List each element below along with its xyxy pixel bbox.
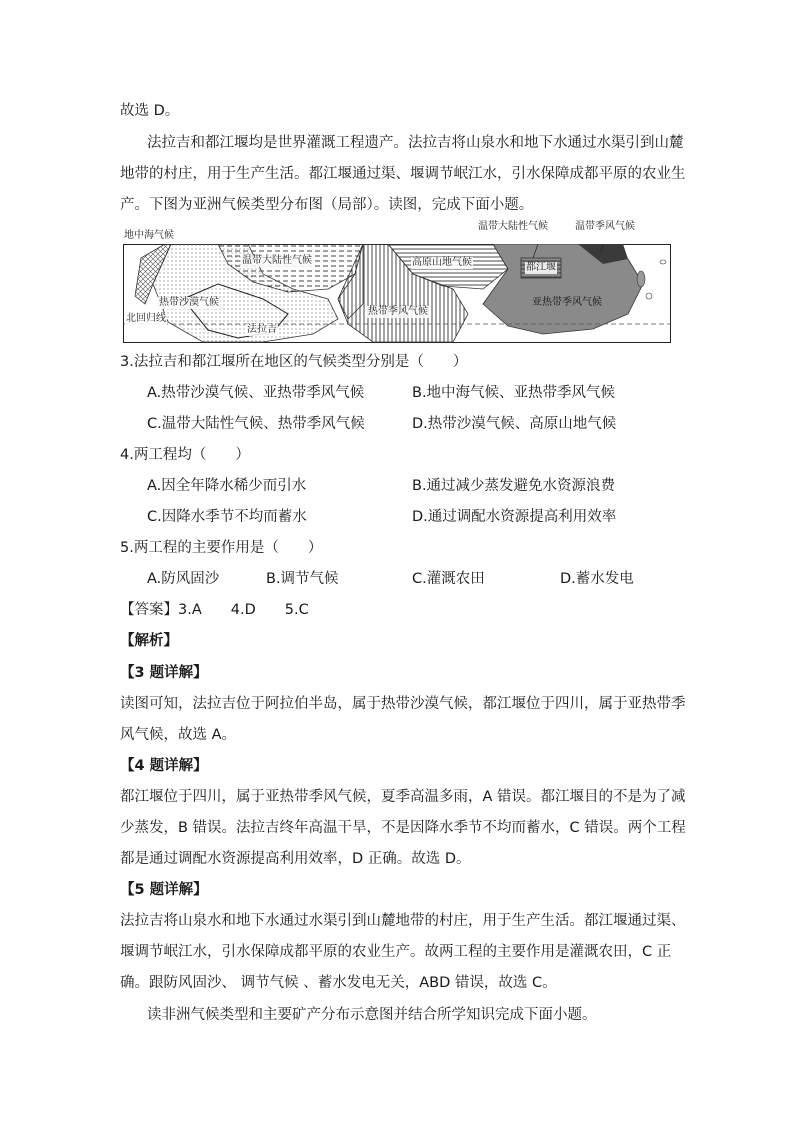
detail-5-line-1: 法拉吉将山泉水和地下水通过水渠引到山麓地带的村庄，用于生产生活。都江堰通过渠、 <box>120 913 686 929</box>
map-graphic <box>123 244 671 343</box>
q5-stem: 5.两工程的主要作用是（ ） <box>120 540 323 556</box>
map-label-top-temperate-monsoon: 温带季风气候 <box>575 221 635 232</box>
answer-line: 【答案】3.A 4.D 5.C <box>120 602 309 618</box>
q4-option-c: C.因降水季节不均而蓄水 <box>147 509 307 525</box>
detail-5-line-2: 堰调节岷江水，引水保障成都平原的农业生产。故两工程的主要作用是灌溉农田，C 正 <box>120 944 672 960</box>
q5-option-a: A.防风固沙 <box>147 571 220 587</box>
map-label-tropical-desert: 热带沙漠气候 <box>159 297 219 308</box>
map-label-falaj: 法拉吉 <box>247 324 277 335</box>
next-question-intro: 读非洲气候类型和主要矿产分布示意图并结合所学知识完成下面小题。 <box>147 1007 597 1023</box>
intro-line-4: 产。下图为亚洲气候类型分布图（局部）。读图，完成下面小题。 <box>120 197 534 213</box>
q4-option-a: A.因全年降水稀少而引水 <box>147 478 307 494</box>
map-label-tropical-monsoon: 热带季风气候 <box>368 306 428 317</box>
map-label-subtropical-monsoon: 亚热带季风气候 <box>532 297 602 308</box>
q5-option-b: B.调节气候 <box>266 571 339 587</box>
q3-stem: 3.法拉吉和都江堰所在地区的气候类型分别是（ ） <box>120 354 468 370</box>
detail-3-title: 【3 题详解】 <box>120 665 208 681</box>
detail-4-line-2: 少蒸发，B 错误。法拉吉终年高温干旱，不是因降水季节不均而蓄水，C 错误。两个工程 <box>120 820 686 836</box>
analysis-heading: 【解析】 <box>120 633 178 649</box>
intro-line-3: 地带的村庄，用于生产生活。都江堰通过渠、堰调节岷江水，引水保障成都平原的农业生 <box>120 166 686 182</box>
detail-4-line-3: 都是通过调配水资源提高利用效率，D 正确。故选 D。 <box>120 851 471 867</box>
asia-climate-map <box>123 230 671 343</box>
q3-option-b: B.地中海气候、亚热带季风气候 <box>412 385 616 401</box>
map-label-dujiangyan: 都江堰 <box>526 262 556 273</box>
map-label-top-continental: 温带大陆性气候 <box>478 221 548 232</box>
detail-4-line-1: 都江堰位于四川，属于亚热带季风气候，夏季高温多雨，A 错误。都江堰目的不是为了减 <box>120 789 686 805</box>
map-label-temperate-continental: 温带大陆性气候 <box>242 255 312 266</box>
q3-option-a: A.热带沙漠气候、亚热带季风气候 <box>147 385 365 401</box>
intro-line-1: 故选 D。 <box>120 103 180 119</box>
detail-5-title: 【5 题详解】 <box>120 882 208 898</box>
q4-option-b: B.通过减少蒸发避免水资源浪费 <box>412 478 616 494</box>
map-label-mediterranean: 地中海气候 <box>124 230 174 241</box>
map-label-tropic-cancer: 北回归线 <box>126 313 166 324</box>
q5-option-c: C.灌溉农田 <box>412 571 485 587</box>
detail-3-line-1: 读图可知，法拉吉位于阿拉伯半岛，属于热带沙漠气候，都江堰位于四川，属于亚热带季 <box>120 696 686 712</box>
intro-line-2: 法拉吉和都江堰均是世界灌溉工程遗产。法拉吉将山泉水和地下水通过水渠引到山麓 <box>147 135 684 151</box>
map-label-highland: 高原山地气候 <box>412 257 472 268</box>
q4-stem: 4.两工程均（ ） <box>120 447 250 463</box>
detail-4-title: 【4 题详解】 <box>120 758 208 774</box>
q5-option-d: D.蓄水发电 <box>560 571 634 587</box>
q3-option-d: D.热带沙漠气候、高原山地气候 <box>412 416 617 432</box>
detail-3-line-2: 风气候，故选 A。 <box>120 727 237 743</box>
q3-option-c: C.温带大陆性气候、热带季风气候 <box>147 416 365 432</box>
detail-5-line-3: 确。跟防风固沙、 调节气候 、蓄水发电无关，ABD 错误，故选 C。 <box>120 975 557 991</box>
q4-option-d: D.通过调配水资源提高利用效率 <box>412 509 617 525</box>
